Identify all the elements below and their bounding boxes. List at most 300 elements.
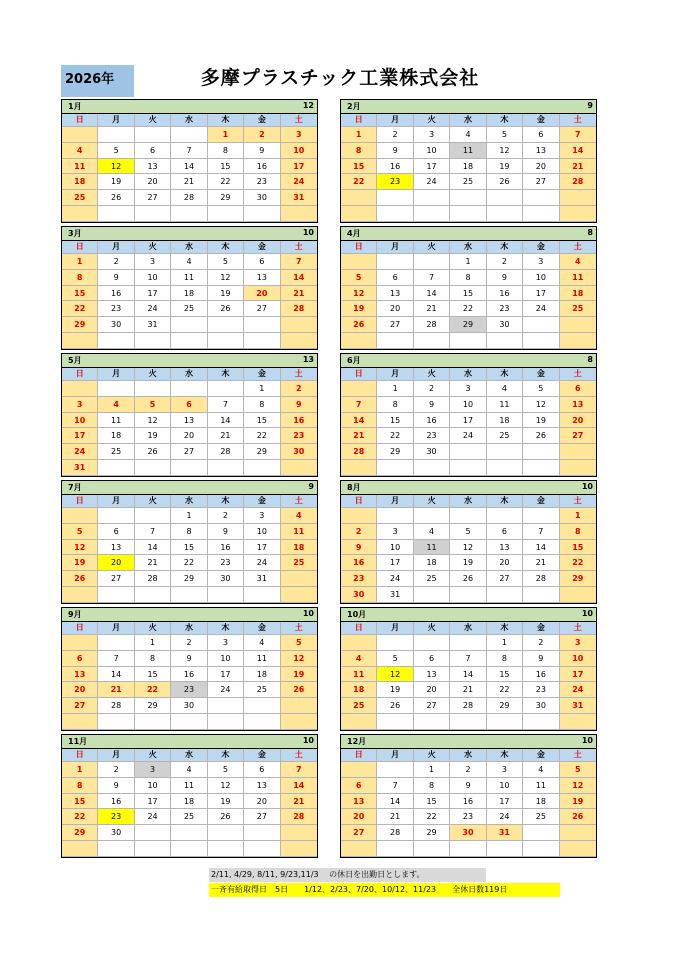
day-cell: 6 — [171, 397, 207, 413]
day-cell: 26 — [560, 809, 596, 825]
weekday-header: 土 — [281, 114, 317, 127]
day-cell: 15 — [560, 540, 596, 556]
day-cell: 17 — [523, 286, 559, 302]
day-cell: 1 — [62, 762, 98, 778]
empty-cell — [450, 508, 486, 524]
day-cell: 24 — [244, 555, 280, 571]
day-cell: 7 — [135, 524, 171, 540]
day-cell: 21 — [281, 794, 317, 810]
month-name: 12月 — [347, 737, 367, 746]
day-cell: 23 — [208, 555, 244, 571]
day-cell: 20 — [244, 794, 280, 810]
day-cell: 10 — [414, 143, 450, 159]
day-cell: 8 — [414, 778, 450, 794]
day-cell: 25 — [450, 174, 486, 190]
month-header — [62, 608, 317, 622]
empty-cell — [244, 714, 280, 730]
day-cell: 27 — [523, 174, 559, 190]
month-header — [62, 354, 317, 368]
weekday-header: 木 — [208, 368, 244, 381]
weekday-header: 月 — [98, 368, 134, 381]
day-cell: 18 — [560, 286, 596, 302]
weekday-header: 土 — [281, 622, 317, 635]
weekday-header: 火 — [414, 241, 450, 254]
day-cell: 18 — [414, 555, 450, 571]
day-cell: 5 — [135, 397, 171, 413]
weekday-header: 月 — [98, 241, 134, 254]
day-cell: 22 — [62, 301, 98, 317]
empty-cell — [560, 444, 596, 460]
day-cell: 30 — [171, 698, 207, 714]
day-grid — [341, 622, 596, 730]
month-header — [341, 735, 596, 749]
day-cell: 11 — [487, 397, 523, 413]
day-cell: 6 — [560, 381, 596, 397]
day-cell: 7 — [341, 397, 377, 413]
day-grid — [62, 114, 317, 222]
empty-cell — [244, 460, 280, 476]
day-cell: 30 — [487, 317, 523, 333]
day-cell: 13 — [135, 159, 171, 175]
empty-cell — [135, 206, 171, 222]
day-cell: 10 — [377, 540, 413, 556]
day-cell: 1 — [341, 127, 377, 143]
month-name: 4月 — [347, 229, 361, 238]
empty-cell — [98, 381, 134, 397]
day-cell: 4 — [62, 143, 98, 159]
empty-cell — [62, 333, 98, 349]
day-cell: 17 — [377, 555, 413, 571]
day-cell: 18 — [450, 159, 486, 175]
company-title: 多摩プラスチック工業株式会社 — [200, 67, 480, 89]
weekday-header: 月 — [377, 622, 413, 635]
day-cell: 11 — [244, 651, 280, 667]
empty-cell — [244, 825, 280, 841]
day-cell: 10 — [135, 270, 171, 286]
month-name: 10月 — [347, 610, 367, 619]
day-cell: 16 — [98, 794, 134, 810]
empty-cell — [171, 317, 207, 333]
day-cell: 5 — [487, 127, 523, 143]
weekday-header: 月 — [377, 495, 413, 508]
empty-cell — [377, 508, 413, 524]
day-cell: 6 — [62, 651, 98, 667]
empty-cell — [135, 841, 171, 857]
day-cell: 20 — [171, 428, 207, 444]
day-cell: 3 — [560, 635, 596, 651]
day-cell: 31 — [135, 317, 171, 333]
empty-cell — [208, 460, 244, 476]
day-cell: 31 — [487, 825, 523, 841]
day-cell: 16 — [450, 794, 486, 810]
empty-cell — [560, 206, 596, 222]
day-cell: 31 — [281, 190, 317, 206]
day-cell: 21 — [450, 682, 486, 698]
empty-cell — [62, 714, 98, 730]
day-cell: 12 — [62, 540, 98, 556]
day-cell: 27 — [244, 809, 280, 825]
month-holiday-count: 9 — [308, 482, 314, 491]
day-cell: 1 — [208, 127, 244, 143]
day-cell: 8 — [487, 651, 523, 667]
empty-cell — [281, 587, 317, 603]
day-cell: 4 — [450, 127, 486, 143]
day-cell: 10 — [560, 651, 596, 667]
day-cell: 29 — [135, 698, 171, 714]
day-cell: 25 — [523, 809, 559, 825]
weekday-header: 土 — [560, 495, 596, 508]
empty-cell — [414, 190, 450, 206]
day-cell: 22 — [560, 555, 596, 571]
day-cell: 29 — [414, 825, 450, 841]
day-cell: 6 — [414, 651, 450, 667]
month-holiday-count: 10 — [581, 736, 593, 745]
weekday-header: 火 — [135, 495, 171, 508]
day-cell: 10 — [450, 397, 486, 413]
day-cell: 24 — [560, 682, 596, 698]
empty-cell — [450, 714, 486, 730]
weekday-header: 火 — [135, 368, 171, 381]
weekday-header: 木 — [487, 114, 523, 127]
day-cell: 1 — [560, 508, 596, 524]
day-cell: 8 — [244, 397, 280, 413]
day-cell: 23 — [98, 301, 134, 317]
empty-cell — [414, 460, 450, 476]
weekday-header: 金 — [523, 495, 559, 508]
empty-cell — [560, 714, 596, 730]
day-cell: 26 — [281, 682, 317, 698]
empty-cell — [171, 460, 207, 476]
day-cell: 30 — [208, 571, 244, 587]
month-header — [62, 227, 317, 241]
empty-cell — [208, 841, 244, 857]
empty-cell — [450, 460, 486, 476]
empty-cell — [208, 317, 244, 333]
month-holiday-count: 10 — [302, 228, 314, 237]
day-cell: 9 — [208, 524, 244, 540]
empty-cell — [244, 333, 280, 349]
empty-cell — [450, 587, 486, 603]
day-cell: 27 — [135, 190, 171, 206]
empty-cell — [450, 635, 486, 651]
weekday-header: 月 — [377, 241, 413, 254]
day-cell: 11 — [281, 524, 317, 540]
day-cell: 27 — [98, 571, 134, 587]
day-cell: 8 — [208, 143, 244, 159]
empty-cell — [523, 206, 559, 222]
day-cell: 11 — [171, 270, 207, 286]
day-cell: 28 — [98, 698, 134, 714]
day-cell: 7 — [281, 254, 317, 270]
day-cell: 8 — [135, 651, 171, 667]
day-cell: 15 — [450, 286, 486, 302]
day-cell: 3 — [487, 762, 523, 778]
day-cell: 16 — [523, 667, 559, 683]
day-cell: 3 — [135, 254, 171, 270]
day-cell: 15 — [341, 159, 377, 175]
empty-cell — [98, 333, 134, 349]
day-cell: 28 — [281, 301, 317, 317]
day-cell: 30 — [341, 587, 377, 603]
month-calendar — [340, 607, 597, 731]
day-cell: 5 — [560, 762, 596, 778]
empty-cell — [377, 714, 413, 730]
day-cell: 8 — [450, 270, 486, 286]
empty-cell — [208, 714, 244, 730]
weekday-header: 日 — [62, 749, 98, 762]
weekday-header: 火 — [135, 114, 171, 127]
weekday-header: 月 — [98, 495, 134, 508]
empty-cell — [414, 841, 450, 857]
day-cell: 25 — [281, 555, 317, 571]
weekday-header: 木 — [208, 241, 244, 254]
weekday-header: 土 — [281, 241, 317, 254]
weekday-header: 金 — [244, 368, 280, 381]
empty-cell — [487, 587, 523, 603]
empty-cell — [281, 317, 317, 333]
day-cell: 31 — [62, 460, 98, 476]
day-cell: 19 — [450, 555, 486, 571]
day-cell: 26 — [62, 571, 98, 587]
empty-cell — [341, 254, 377, 270]
day-cell: 4 — [171, 762, 207, 778]
day-cell: 1 — [414, 762, 450, 778]
day-cell: 15 — [487, 667, 523, 683]
empty-cell — [450, 444, 486, 460]
day-cell: 30 — [281, 444, 317, 460]
day-cell: 28 — [135, 571, 171, 587]
month-calendar — [340, 353, 597, 477]
day-cell: 13 — [98, 540, 134, 556]
day-cell: 5 — [341, 270, 377, 286]
day-cell: 3 — [523, 254, 559, 270]
weekday-header: 水 — [450, 368, 486, 381]
day-cell: 6 — [487, 524, 523, 540]
day-cell: 18 — [281, 540, 317, 556]
day-cell: 11 — [450, 143, 486, 159]
day-cell: 26 — [377, 698, 413, 714]
empty-cell — [281, 460, 317, 476]
day-cell: 16 — [341, 555, 377, 571]
weekday-header: 日 — [62, 241, 98, 254]
day-cell: 9 — [487, 270, 523, 286]
month-calendar — [61, 480, 318, 604]
day-cell: 13 — [523, 143, 559, 159]
empty-cell — [377, 190, 413, 206]
day-cell: 18 — [244, 667, 280, 683]
empty-cell — [98, 127, 134, 143]
day-cell: 19 — [208, 286, 244, 302]
day-cell: 29 — [450, 317, 486, 333]
month-calendar — [340, 226, 597, 350]
empty-cell — [377, 254, 413, 270]
weekday-header: 金 — [523, 368, 559, 381]
day-cell: 14 — [560, 143, 596, 159]
day-cell: 3 — [244, 508, 280, 524]
day-cell: 12 — [523, 397, 559, 413]
day-cell: 30 — [450, 825, 486, 841]
weekday-header: 月 — [98, 114, 134, 127]
day-cell: 18 — [98, 428, 134, 444]
day-cell: 5 — [450, 524, 486, 540]
day-cell: 22 — [244, 428, 280, 444]
weekday-header: 火 — [135, 749, 171, 762]
day-cell: 7 — [98, 651, 134, 667]
day-cell: 17 — [62, 428, 98, 444]
day-cell: 25 — [62, 190, 98, 206]
day-cell: 28 — [171, 190, 207, 206]
day-cell: 27 — [487, 571, 523, 587]
day-cell: 13 — [171, 413, 207, 429]
day-cell: 23 — [487, 301, 523, 317]
empty-cell — [341, 206, 377, 222]
day-cell: 5 — [98, 143, 134, 159]
weekday-header: 水 — [171, 749, 207, 762]
weekday-header: 日 — [62, 622, 98, 635]
day-cell: 24 — [62, 444, 98, 460]
day-grid — [62, 495, 317, 603]
weekday-header: 土 — [281, 368, 317, 381]
weekday-header: 日 — [341, 495, 377, 508]
day-cell: 2 — [414, 381, 450, 397]
day-cell: 25 — [171, 809, 207, 825]
weekday-header: 日 — [341, 368, 377, 381]
month-name: 7月 — [68, 483, 82, 492]
day-cell: 28 — [560, 174, 596, 190]
month-holiday-count: 8 — [587, 355, 593, 364]
day-cell: 29 — [244, 444, 280, 460]
day-cell: 2 — [244, 127, 280, 143]
empty-cell — [244, 317, 280, 333]
day-cell: 5 — [523, 381, 559, 397]
day-cell: 6 — [523, 127, 559, 143]
weekday-header: 火 — [414, 368, 450, 381]
day-cell: 5 — [281, 635, 317, 651]
day-cell: 31 — [377, 587, 413, 603]
empty-cell — [523, 317, 559, 333]
day-cell: 2 — [450, 762, 486, 778]
day-cell: 29 — [171, 571, 207, 587]
weekday-header: 土 — [560, 241, 596, 254]
day-cell: 3 — [414, 127, 450, 143]
day-cell: 7 — [281, 762, 317, 778]
day-cell: 12 — [208, 270, 244, 286]
day-cell: 17 — [208, 667, 244, 683]
empty-cell — [450, 841, 486, 857]
day-cell: 5 — [62, 524, 98, 540]
day-cell: 12 — [208, 778, 244, 794]
day-cell: 11 — [414, 540, 450, 556]
day-cell: 31 — [560, 698, 596, 714]
day-cell: 7 — [450, 651, 486, 667]
weekday-header: 火 — [135, 241, 171, 254]
empty-cell — [487, 190, 523, 206]
day-cell: 11 — [98, 413, 134, 429]
note-workdays: 2/11, 4/29, 8/11, 9/23,11/3 の休日を出勤日とします。 — [209, 868, 486, 882]
day-cell: 20 — [244, 286, 280, 302]
weekday-header: 水 — [171, 495, 207, 508]
day-cell: 21 — [98, 682, 134, 698]
day-cell: 19 — [377, 682, 413, 698]
day-cell: 17 — [487, 794, 523, 810]
day-cell: 24 — [208, 682, 244, 698]
day-cell: 26 — [341, 317, 377, 333]
day-cell: 18 — [171, 286, 207, 302]
weekday-header: 土 — [560, 749, 596, 762]
day-cell: 2 — [98, 254, 134, 270]
month-name: 11月 — [68, 737, 88, 746]
day-cell: 16 — [487, 286, 523, 302]
month-holiday-count: 13 — [302, 355, 314, 364]
day-cell: 18 — [341, 682, 377, 698]
empty-cell — [560, 333, 596, 349]
day-cell: 29 — [208, 190, 244, 206]
day-cell: 16 — [281, 413, 317, 429]
empty-cell — [62, 635, 98, 651]
day-cell: 19 — [487, 159, 523, 175]
weekday-header: 日 — [62, 368, 98, 381]
month-holiday-count: 10 — [581, 609, 593, 618]
empty-cell — [135, 381, 171, 397]
day-cell: 9 — [523, 651, 559, 667]
empty-cell — [244, 841, 280, 857]
month-header — [341, 608, 596, 622]
empty-cell — [414, 254, 450, 270]
day-cell: 1 — [487, 635, 523, 651]
day-cell: 15 — [377, 413, 413, 429]
weekday-header: 木 — [487, 241, 523, 254]
weekday-header: 金 — [523, 114, 559, 127]
empty-cell — [560, 587, 596, 603]
day-cell: 13 — [487, 540, 523, 556]
day-cell: 8 — [377, 397, 413, 413]
month-holiday-count: 10 — [581, 482, 593, 491]
day-cell: 22 — [208, 174, 244, 190]
day-cell: 11 — [341, 667, 377, 683]
day-cell: 16 — [414, 413, 450, 429]
month-header — [341, 481, 596, 495]
day-cell: 16 — [98, 286, 134, 302]
day-cell: 13 — [244, 270, 280, 286]
day-cell: 15 — [208, 159, 244, 175]
day-cell: 17 — [244, 540, 280, 556]
day-cell: 2 — [171, 635, 207, 651]
month-name: 2月 — [347, 102, 361, 111]
empty-cell — [171, 825, 207, 841]
day-cell: 2 — [208, 508, 244, 524]
empty-cell — [62, 127, 98, 143]
empty-cell — [523, 841, 559, 857]
day-cell: 21 — [281, 286, 317, 302]
empty-cell — [560, 460, 596, 476]
empty-cell — [341, 841, 377, 857]
day-cell: 29 — [560, 571, 596, 587]
day-cell: 28 — [281, 809, 317, 825]
day-cell: 13 — [414, 667, 450, 683]
day-cell: 7 — [560, 127, 596, 143]
empty-cell — [281, 698, 317, 714]
weekday-header: 土 — [560, 114, 596, 127]
weekday-header: 水 — [450, 114, 486, 127]
day-grid — [341, 495, 596, 603]
day-grid — [341, 241, 596, 349]
day-cell: 14 — [98, 667, 134, 683]
month-calendar — [61, 226, 318, 350]
day-cell: 15 — [62, 286, 98, 302]
month-calendar — [340, 734, 597, 858]
day-cell: 13 — [244, 778, 280, 794]
day-cell: 18 — [171, 794, 207, 810]
